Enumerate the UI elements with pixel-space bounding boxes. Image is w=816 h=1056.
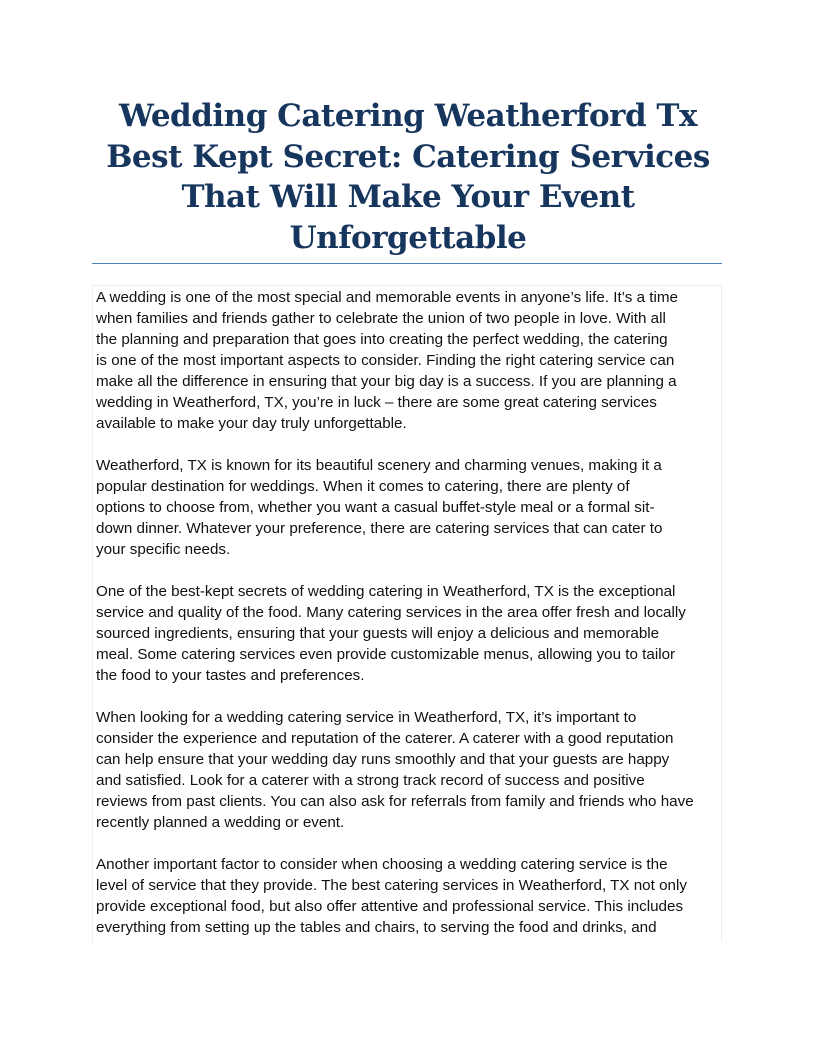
paragraph-line: and satisfied. Look for a caterer with a strong track record of success and positive	[96, 772, 645, 789]
paragraph-line: options to choose from, whether you want a casual buffet-style meal or a formal sit-	[96, 499, 655, 516]
paragraph-line: service and quality of the food. Many catering services in the area offer fresh and locally	[96, 604, 686, 621]
paragraph	[96, 581, 724, 686]
paragraph-line: When looking for a wedding catering service in Weatherford, TX, it’s important to	[96, 709, 637, 726]
paragraph-line: level of service that they provide. The best catering services in Weatherford, TX not only	[96, 877, 687, 894]
title-line: Wedding Catering Weatherford Tx	[119, 98, 697, 134]
paragraph-line: the planning and preparation that goes into creating the perfect wedding, the catering	[96, 331, 668, 348]
paragraph-line: sourced ingredients, ensuring that your guests will enjoy a delicious and memorable	[96, 625, 660, 642]
paragraph-line: when families and friends gather to celebrate the union of two people in love. With all	[96, 310, 666, 327]
paragraph	[96, 854, 724, 938]
paragraph-line: reviews from past clients. You can also ask for referrals from family and friends who have	[96, 793, 694, 810]
paragraph-line: A wedding is one of the most special and memorable events in anyone’s life. It’s a time	[96, 289, 678, 306]
paragraph	[96, 707, 724, 833]
paragraph-line: consider the experience and reputation of the caterer. A caterer with a good reputation	[96, 730, 674, 747]
paragraph-line: Another important factor to consider when choosing a wedding catering service is the	[96, 856, 668, 873]
title-line: Unforgettable	[289, 219, 527, 256]
paragraph-line: down dinner. Whatever your preference, there are catering services that can cater to	[96, 520, 663, 537]
page-title	[92, 96, 724, 258]
paragraph-line: Weatherford, TX is known for its beautiful scenery and charming venues, making it a	[96, 457, 662, 474]
paragraph-line: can help ensure that your wedding day runs smoothly and that your guests are happy	[96, 751, 670, 768]
paragraph-line: provide exceptional food, but also offer attentive and professional service. This includes	[96, 898, 684, 915]
paragraph-line: popular destination for weddings. When it comes to catering, there are plenty of	[96, 478, 630, 495]
paragraph-line: your specific needs.	[96, 541, 231, 558]
paragraph	[96, 287, 724, 434]
paragraph	[96, 455, 724, 560]
paragraph-line: available to make your day truly unforgettable.	[96, 415, 407, 432]
title-line: Best Kept Secret: Catering Services	[106, 138, 710, 175]
article-body	[96, 287, 724, 959]
paragraph-line: wedding in Weatherford, TX, you’re in luck – there are some great catering services	[96, 394, 657, 411]
paragraph-line: One of the best-kept secrets of wedding catering in Weatherford, TX is the exceptional	[96, 583, 676, 600]
paragraph-line: the food to your tastes and preferences.	[96, 667, 365, 684]
paragraph-line: meal. Some catering services even provide customizable menus, allowing you to tailor	[96, 646, 676, 663]
title-line: That Will Make Your Event	[181, 179, 635, 215]
paragraph-line: everything from setting up the tables and chairs, to serving the food and drinks, and	[96, 919, 657, 936]
title-divider	[92, 263, 722, 264]
paragraph-line: make all the difference in ensuring that your big day is a success. If you are planning a	[96, 373, 677, 390]
paragraph-line: recently planned a wedding or event.	[96, 814, 345, 831]
paragraph-line: is one of the most important aspects to consider. Finding the right catering service can	[96, 352, 675, 369]
